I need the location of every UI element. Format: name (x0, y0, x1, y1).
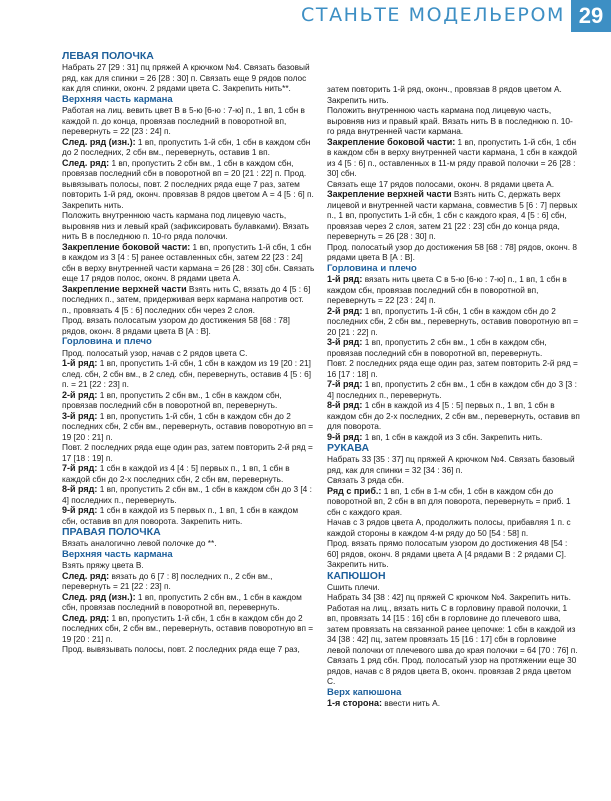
subheading: Верхняя часть кармана (62, 93, 173, 105)
paragraph (62, 242, 315, 284)
paragraph (62, 137, 315, 158)
row-text: 1 вп, пропустить 2 сбн вм., 1 сбн в каждом сбн до 3 [4 : 4] последних п., перевернуть. (62, 484, 312, 505)
row-label: 3-й ряд: (327, 337, 363, 347)
paragraph (62, 484, 315, 505)
row-label: След. ряд (изн.): (62, 591, 136, 602)
page-header (0, 0, 611, 32)
row-label: 2-й ряд: (62, 389, 98, 400)
section-heading: КАПЮШОН (327, 569, 386, 582)
section-heading: ПРАВАЯ ПОЛОЧКА (62, 526, 161, 538)
paragraph: Повт. 2 последних ряда еще один раз, затем повторить 2-й ряд = 16 [17 : 18] п. (327, 358, 578, 379)
row-label: Закрепление верхней части (327, 189, 452, 199)
right-column (327, 84, 580, 709)
row-text: 1 вп, пропустить 2 сбн вм., 1 сбн в каждом сбн, провязав последний сбн в поворотной вп, перевернуть. (62, 389, 282, 410)
row-label: След. ряд: (62, 612, 110, 623)
subheading: Верх капюшона (327, 686, 402, 698)
row-text: ввести нить А. (381, 698, 440, 708)
row-text: 1 вп, 1 сбн в каждой из 3 сбн. Закрепить нить. (362, 431, 543, 442)
paragraph (327, 137, 580, 179)
paragraph (327, 486, 580, 518)
paragraph (62, 613, 315, 645)
left-column (62, 50, 315, 655)
paragraph: Связать еще 17 рядов полосами, оконч. 8 рядами цвета А. (327, 178, 555, 189)
paragraph (327, 698, 580, 709)
row-text: 1 вп, пропустить 1-й сбн, 1 сбн в каждом из 3 [4 : 5] ранее оставленных сбн, затем 22 [23 : 24] сбн в верху внутренней части кармана = 26 [28 : 30] сбн. Связать еще 17 рядов полос, оконч. 8 рядами цвета А. (62, 241, 315, 283)
row-label: Закрепление боковой части: (62, 241, 191, 252)
row-text: 1 вп, пропустить 1-й сбн, 1 сбн в каждом сбн до 2 последних сбн, 2 сбн вм., перевернуть, оставив поворотную вп = 19 [20 : 21] п. (62, 612, 314, 644)
row-text: 1 вп, пропустить 2 сбн вм., 1 сбн в каждом сбн, провязав последний сбн в поворотной вп = 20 [21 : 22] п. Прод. вывязывать полосы, повт. 2 последних ряда еще 7 раз, затем повторить 1-й ряд, оконч. провязав 8 рядов цветом А = 4 [5 : 6] п. Закрепить нить. (62, 157, 314, 210)
paragraph: Набрать 27 [29 : 31] пц пряжей А крючком №4. Связать базовый ряд, как для спинки = 26 [28 : 30] п. Связать еще 9 рядов полос как для спинки, оконч. 2 рядами цвета С. Закрепить нить**. (62, 62, 310, 93)
row-label: 3-й ряд: (62, 410, 98, 421)
row-text: вязать нить цвета С в 5-ю [6-ю : 7-ю] п., 1 вп, 1 сбн в каждом сбн, провязав последний сбн в поворотной вп, перевернуть = 22 [23 : 24] п. (327, 274, 567, 305)
row-text: 1 сбн в каждой из 4 [5 : 5] первых п., 1 вп, 1 сбн в каждом сбн до 2-х последних, 2 сбн вм., перевернуть, оставив вп для поворота. (327, 400, 580, 431)
row-label: 8-й ряд: (62, 484, 98, 494)
section-heading: РУКАВА (327, 442, 370, 454)
row-label: 2-й ряд: (327, 305, 363, 316)
paragraph (62, 592, 315, 613)
paragraph (327, 400, 580, 432)
row-label: 1-й ряд: (62, 358, 98, 368)
paragraph: Прод. вывязывать полосы, повт. 2 последних ряда еще 7 раз, (62, 644, 300, 654)
subheading: Горловина и плечо (327, 262, 417, 274)
row-text: 1 вп, пропустить 2 сбн вм., 1 сбн в каждом сбн до 3 [3 : 4] последних п., перевернуть. (327, 379, 577, 400)
row-text: 1 вп, пропустить 1-й сбн, 1 сбн в каждом сбн до 2 последних, 2 сбн вм., перевернуть, оставив 1 вп. (62, 136, 311, 157)
row-label: 8-й ряд: (327, 400, 363, 410)
paragraph (62, 505, 315, 526)
paragraph: Положить внутреннюю часть кармана под лицевую часть, выровняв низ и левый край (зафиксировать булавками). Вязать нить В в последнюю п. 10-го ряда полочки. (62, 210, 310, 241)
row-label: 9-й ряд: (62, 505, 98, 515)
row-text: 1 вп, пропустить 2 сбн вм., 1 сбн в каждом сбн, провязав последний сбн в поворотной вп, перевернуть. (327, 337, 547, 358)
subheading: Верхняя часть кармана (62, 548, 173, 560)
paragraph (62, 390, 315, 411)
row-text: 1 вп, пропустить 1-й сбн, 1 сбн в каждом сбн до 2 последних сбн, 2 сбн вм., перевернуть, оставив поворотную вп = 20 [21 : 22] п. (327, 305, 579, 337)
paragraph: Вязать аналогично левой полочке до **. (62, 538, 217, 548)
paragraph: Связать 3 ряда сбн. (327, 475, 404, 485)
row-label: 1-й ряд: (327, 274, 363, 284)
row-label: 7-й ряд: (62, 463, 98, 473)
paragraph (62, 571, 315, 592)
row-text: 1 вп, пропустить 1-й сбн, 1 сбн в каждом сбн до 2 последних сбн, 2 сбн вм., перевернуть, оставив поворотную вп = 19 [20 : 21] п. (62, 410, 314, 442)
row-label: Ряд с приб.: (327, 485, 382, 496)
row-text: Взять нить С, вязать до 4 [5 : 6] последних п., затем, придерживая верх кармана напротив ост. п., провязать 4 [5 : 6] последних сбн через 2 слоя. (62, 283, 311, 315)
paragraph: Набрать 33 [35 : 37] пц пряжей А крючком №4. Связать базовый ряд, как для спинки = 32 [34 : 36] п. (327, 454, 575, 475)
subheading: Горловина и плечо (62, 336, 152, 347)
paragraph: Прод. вязать полосатым узором до достижения 58 [68 : 78] рядов, оконч. 8 рядами цвета В [А : В]. (62, 315, 290, 336)
row-text: вязать до 6 [7 : 8] последних п., 2 сбн вм., перевернуть = 21 [22 : 23] п. (62, 570, 273, 591)
paragraph (327, 274, 580, 306)
row-text: 1 вп, пропустить 1-й сбн, 1 сбн в каждом из 19 [20 : 21] след. сбн, 2 сбн вм., в 2 след. сбн, перевернуть, оставив 4 [5 : 6] п. = 21 [22 : 23] п. (62, 358, 312, 389)
paragraph (62, 158, 315, 211)
paragraph (62, 411, 315, 443)
paragraph: Сшить плечи. (327, 581, 380, 592)
paragraph (327, 337, 580, 358)
row-label: След. ряд (изн.): (62, 136, 136, 147)
row-label: Закрепление боковой части: (327, 136, 456, 147)
row-text: 1 вп, пропустить 1-й сбн, 1 сбн в каждом сбн в верху внутренней части кармана, 1 сбн в каждой из 4 [5 : 6] п., оставленных в 11-м ряду правой полочки = 26 [28 : 30] сбн. (327, 136, 578, 178)
paragraph (327, 432, 580, 443)
paragraph: Прод. полосатый узор до достижения 58 [68 : 78] рядов, оконч. 8 рядами цвета В [А : В]. (327, 241, 577, 262)
row-text: Взять нить С, держать верх лицевой и внутренней части кармана, совместив 5 [6 : 7] первых п., 1 вп, пропустить 1-й сбн, 1 сбн с каждого края, 4 [5 : 6] сбн, провязав через 2 слоя, затем 21 [22 : 23] сбн до конца ряда, перевернуть = 26 [28 : 30] п. (327, 189, 578, 241)
row-label: 7-й ряд: (327, 379, 363, 389)
paragraph (62, 358, 315, 390)
paragraph: Прод. полосатый узор, начав с 2 рядов цвета С. (62, 347, 248, 358)
paragraph (327, 189, 580, 242)
section-heading: ЛЕВАЯ ПОЛОЧКА (62, 50, 154, 62)
paragraph (327, 379, 580, 400)
row-label: 9-й ряд: (327, 431, 363, 442)
paragraph: Начав с 3 рядов цвета А, продолжить полосы, прибавляя 1 п. с каждой стороны в каждом 4-м ряду до 50 [54 : 58] п. (327, 517, 571, 538)
paragraph (62, 284, 315, 316)
row-label: Закрепление верхней части (62, 283, 187, 294)
paragraph: Взять пряжу цвета В. (62, 560, 144, 570)
row-text: 1 сбн в каждой из 5 первых п., 1 вп, 1 сбн в каждом сбн, оставив вп для поворота. Закрепить нить. (62, 505, 299, 526)
paragraph: затем повторить 1-й ряд, оконч., провязав 8 рядов цветом А. Закрепить нить. (327, 84, 562, 105)
paragraph: Набрать 34 [38 : 42] пц пряжей С крючком №4. Закрепить нить. Работая на лиц., вязать нить С в горловину правой полочки, 1 вп, провязать 14 [15 : 16] сбн в горловине до плечевого шва, затем провязать на связанной ранее цепочке: 1 сбн в каждой из 34 [38 : 42] пц, затем провязать 15 [16 : 17] сбн в горловине левой полочки от плечевого шва до края полочки = 64 [70 : 76] п. Связать 1 ряд сбн. Прод. полосатый узор на протяжении еще 30 рядов, начав с 8 рядов цвета В, оконч. провязав 2 ряда цветом С. (327, 592, 578, 686)
paragraph (327, 306, 580, 338)
paragraph: Повт. 2 последних ряда еще один раз, затем повторить 2-й ряд = 17 [18 : 19] п. (62, 442, 313, 463)
row-label: 1-я сторона: (327, 698, 382, 708)
row-text: 1 сбн в каждой из 4 [4 : 5] первых п., 1 вп, 1 сбн в каждой сбн до 2-х последних сбн, 2 сбн вм, перевернуть. (62, 463, 290, 484)
row-label: След. ряд: (62, 570, 110, 581)
paragraph: Положить внутреннюю часть кармана под лицевую часть, выровняв низ и правый край. Вязать нить В в последнюю п. 10-го ряда внутренней части кармана. (327, 105, 573, 136)
paragraph: Работая на лиц. вевить цвет В в 5-ю [6-ю : 7-ю] п., 1 вп, 1 сбн в каждой п. до конца, провязав последний в поворотной вп, перевернуть = 22 [23 : 24] п. (62, 105, 305, 136)
row-label: След. ряд: (62, 157, 110, 168)
paragraph: Прод. вязать прямо полосатым узором до достижения 48 [54 : 60] рядов, оконч. 8 рядами цвета А [4 рядами В : 2 рядами С]. Закрепить нить. (327, 538, 568, 569)
page-number: 29 (571, 0, 611, 32)
magazine-section-title: СТАНЬТЕ МОДЕЛЬЕРОМ (301, 4, 565, 26)
paragraph (62, 463, 315, 484)
row-text: 1 вп, пропустить 2 сбн вм., 1 сбн в каждом сбн, провязав последний в поворотной вп, перевернуть. (62, 591, 302, 612)
row-text: 1 вп, 1 сбн в 1-м сбн, 1 сбн в каждом сбн до поворотной вп, 2 сбн в вп для поворота, перевернуть = приб. 1 сбн с каждого края. (327, 485, 571, 517)
